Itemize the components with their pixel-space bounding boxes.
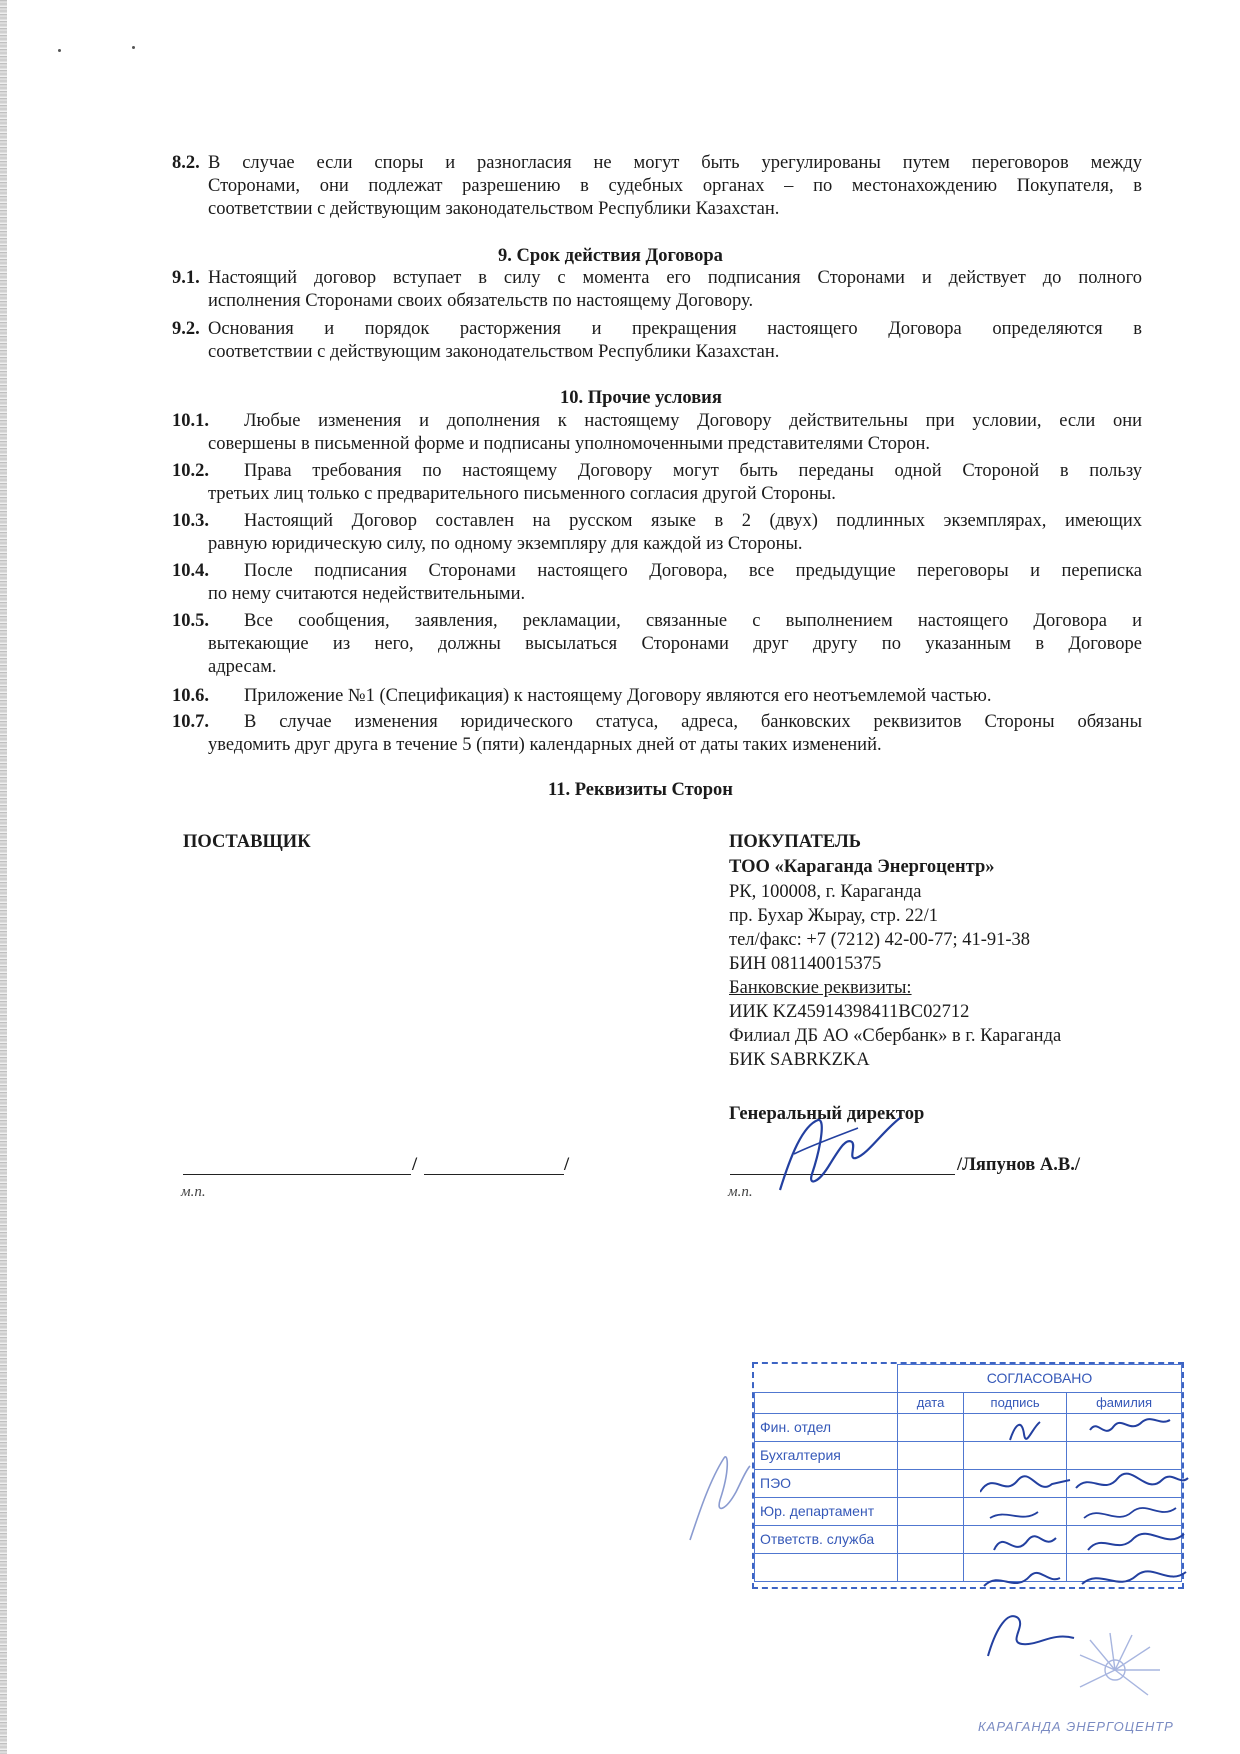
stamp-row-label: Ответств. служба — [755, 1525, 898, 1553]
clause-number: 9.2. — [172, 319, 200, 339]
stamp-row-label: Бухгалтерия — [755, 1441, 898, 1469]
stamp-row — [755, 1413, 1182, 1441]
clause-text-line: Любые изменения и дополнения к настоящему Договору действительны при условии, если они — [244, 411, 1142, 431]
clause-text-line: Все сообщения, заявления, рекламации, связанные с выполнением настоящего Договора и — [244, 611, 1142, 631]
buyer-bank: Филиал ДБ АО «Сбербанк» в г. Караганда — [729, 1026, 1062, 1046]
clause-text-line: Основания и порядок расторжения и прекращения настоящего Договора определяются в — [208, 319, 1142, 339]
clause-text-line: по нему считаются недействительными. — [208, 584, 526, 604]
clause-text-line: Настоящий договор вступает в силу с момента его подписания Сторонами и действует до полного — [208, 268, 1142, 288]
supplier-seal-mark: м.п. — [181, 1184, 206, 1200]
scan-speck — [58, 49, 61, 52]
stamp-column-header: подпись — [964, 1392, 1067, 1413]
clause-text-line: Настоящий Договор составлен на русском языке в 2 (двух) подлинных экземплярах, имеющих — [244, 511, 1142, 531]
clause-number: 10.5. — [172, 611, 209, 631]
clause-text-line: В случае изменения юридического статуса, адреса, банковских реквизитов Стороны обязаны — [244, 712, 1142, 732]
buyer-signature-line — [730, 1174, 955, 1175]
clause-number: 10.6. — [172, 686, 209, 706]
buyer-phone: тел/факс: +7 (7212) 42-00-77; 41-91-38 — [729, 930, 1031, 950]
clause-number: 10.3. — [172, 511, 209, 531]
stamp-row-label — [755, 1553, 898, 1581]
stamp-row — [755, 1497, 1182, 1525]
clause-text-line: равную юридическую силу, по одному экземпляру для каждой из Стороны. — [208, 534, 803, 554]
stamp-row-label: Фин. отдел — [755, 1413, 898, 1441]
buyer-company: ТОО «Караганда Энергоцентр» — [729, 857, 995, 877]
signature-slash: / — [412, 1155, 418, 1175]
stamp-row — [755, 1553, 1182, 1581]
supplier-signature-line — [183, 1174, 411, 1175]
clause-text-line: В случае если споры и разногласия не могут быть урегулированы путем переговоров между — [208, 153, 1142, 173]
clause-text-line: соответствии с действующим законодательством Республики Казахстан. — [208, 199, 780, 219]
stamp-column-header: дата — [898, 1392, 964, 1413]
buyer-bik: БИК SABRKZKA — [729, 1050, 870, 1070]
clause-number: 8.2. — [172, 153, 200, 173]
stamp-row — [755, 1525, 1182, 1553]
section-heading: 11. Реквизиты Сторон — [548, 780, 733, 800]
stamp-row — [755, 1441, 1182, 1469]
clause-text-line: вытекающие из него, должны высылаться Сторонами друг другу по указанным в Договоре — [208, 634, 1142, 654]
buyer-seal-mark: м.п. — [728, 1184, 753, 1200]
stamp-row-label: Юр. департамент — [755, 1497, 898, 1525]
clause-number: 10.7. — [172, 712, 209, 732]
clause-text-line: уведомить друг друга в течение 5 (пяти) календарных дней от даты таких изменений. — [208, 735, 882, 755]
buyer-label: ПОКУПАТЕЛЬ — [729, 832, 861, 852]
margin-signature — [680, 1440, 760, 1550]
clause-text-line: исполнения Сторонами своих обязательств по настоящему Договору. — [208, 291, 754, 311]
section-heading: 9. Срок действия Договора — [498, 246, 723, 266]
stamp-column-header: фамилия — [1067, 1392, 1182, 1413]
approval-table — [754, 1364, 1182, 1582]
clause-text-line: Права требования по настоящему Договору могут быть переданы одной Стороной в пользу — [244, 461, 1142, 481]
clause-text-line: адресам. — [208, 657, 277, 677]
supplier-label: ПОСТАВЩИК — [183, 832, 311, 852]
scan-edge-artifact — [0, 0, 7, 1754]
company-seal — [1060, 1625, 1170, 1715]
clause-text-line: После подписания Сторонами настоящего Договора, все предыдущие переговоры и переписка — [244, 561, 1142, 581]
clause-text-line: Сторонами, они подлежат разрешению в судебных органах – по местонахождению Покупателя, в — [208, 176, 1142, 196]
buyer-address-line: пр. Бухар Жырау, стр. 22/1 — [729, 906, 938, 926]
clause-number: 10.4. — [172, 561, 209, 581]
clause-text-line: совершены в письменной форме и подписаны уполномоченными представителями Сторон. — [208, 434, 930, 454]
clause-number: 9.1. — [172, 268, 200, 288]
stamp-row — [755, 1469, 1182, 1497]
clause-number: 10.1. — [172, 411, 209, 431]
buyer-signatory: /Ляпунов А.В./ — [957, 1155, 1080, 1175]
buyer-address-line: РК, 100008, г. Караганда — [729, 882, 922, 902]
extra-signature — [978, 1598, 1088, 1668]
buyer-bank-title: Банковские реквизиты: — [729, 978, 912, 998]
supplier-name-line — [424, 1174, 564, 1175]
clause-text-line: Приложение №1 (Спецификация) к настоящему Договору являются его неотъемлемой частью. — [244, 686, 992, 706]
buyer-bin: БИН 081140015375 — [729, 954, 882, 974]
stamp-title: СОГЛАСОВАНО — [898, 1365, 1182, 1393]
clause-text-line: третьих лиц только с предварительного письменного согласия другой Стороны. — [208, 484, 836, 504]
approval-stamp — [752, 1362, 1184, 1589]
buyer-iik: ИИК KZ45914398411BC02712 — [729, 1002, 970, 1022]
signature-slash: / — [564, 1155, 570, 1175]
section-heading: 10. Прочие условия — [560, 388, 722, 408]
scan-speck — [132, 46, 135, 49]
stamp-row-label: ПЭО — [755, 1469, 898, 1497]
clause-number: 10.2. — [172, 461, 209, 481]
seal-caption: КАРАГАНДА ЭНЕРГОЦЕНТР — [978, 1719, 1174, 1734]
clause-text-line: соответствии с действующим законодательством Республики Казахстан. — [208, 342, 780, 362]
buyer-position: Генеральный директор — [729, 1104, 925, 1124]
